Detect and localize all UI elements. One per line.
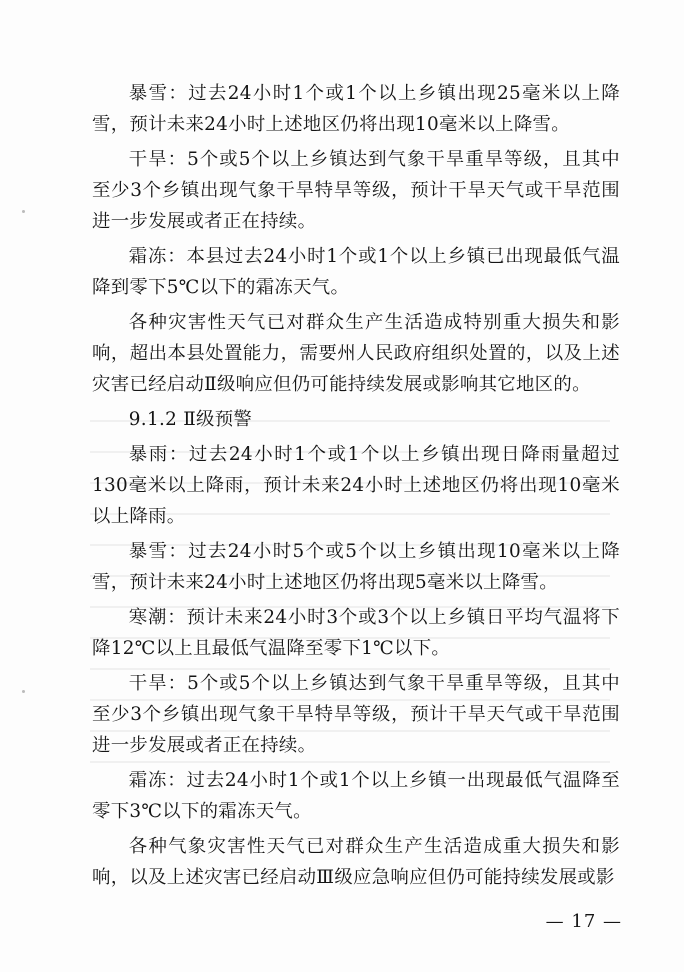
paragraph-summary-level-2: 各种气象灾害性天气已对群众生产生活造成重大损失和影响，以及上述灾害已经启动Ⅲ级应急响应但仍可能持续发展或影: [92, 836, 620, 888]
binding-mark: [22, 210, 25, 213]
paragraph-cold-wave: 寒潮：预计未来24小时3个或3个以上乡镇日平均气温将下降12℃以上且最低气温降至零下1℃以下。: [92, 607, 620, 659]
paragraph-frost-2: 霜冻：过去24小时1个或1个以上乡镇一出现最低气温降至零下3℃以下的霜冻天气。: [92, 770, 620, 822]
paragraph-blizzard: 暴雪：过去24小时1个或1个以上乡镇出现25毫米以上降雪，预计未来24小时上述地区仍将出现10毫米以上降雪。: [92, 83, 620, 135]
page-number: — 17 —: [545, 911, 622, 932]
paragraph-blizzard-2: 暴雪：过去24小时5个或5个以上乡镇出现10毫米以上降雪，预计未来24小时上述地区仍将出现5毫米以上降雪。: [92, 541, 620, 593]
body-text: [92, 78, 620, 897]
paragraph-frost: 霜冻：本县过去24小时1个或1个以上乡镇已出现最低气温降到零下5℃以下的霜冻天气。: [92, 246, 620, 298]
paragraph-drought: 干旱：5个或5个以上乡镇达到气象干旱重旱等级，且其中至少3个乡镇出现气象干旱特旱等级，预计干旱天气或干旱范围进一步发展或者正在持续。: [92, 149, 620, 232]
paragraph-rainstorm: 暴雨：过去24小时1个或1个以上乡镇出现日降雨量超过130毫米以上降雨，预计未来24小时上述地区仍将出现10毫米以上降雨。: [92, 444, 620, 527]
binding-mark: [22, 690, 25, 693]
paragraph-summary-level-1: 各种灾害性天气已对群众生产生活造成特别重大损失和影响，超出本县处置能力，需要州人民政府组织处置的，以及上述灾害已经启动Ⅱ级响应但仍可能持续发展或影响其它地区的。: [92, 312, 620, 395]
paragraph-drought-2: 干旱：5个或5个以上乡镇达到气象干旱重旱等级，且其中至少3个乡镇出现气象干旱特旱等级，预计干旱天气或干旱范围进一步发展或者正在持续。: [92, 673, 620, 756]
section-heading-9-1-2: 9.1.2 Ⅱ级预警: [128, 409, 253, 430]
